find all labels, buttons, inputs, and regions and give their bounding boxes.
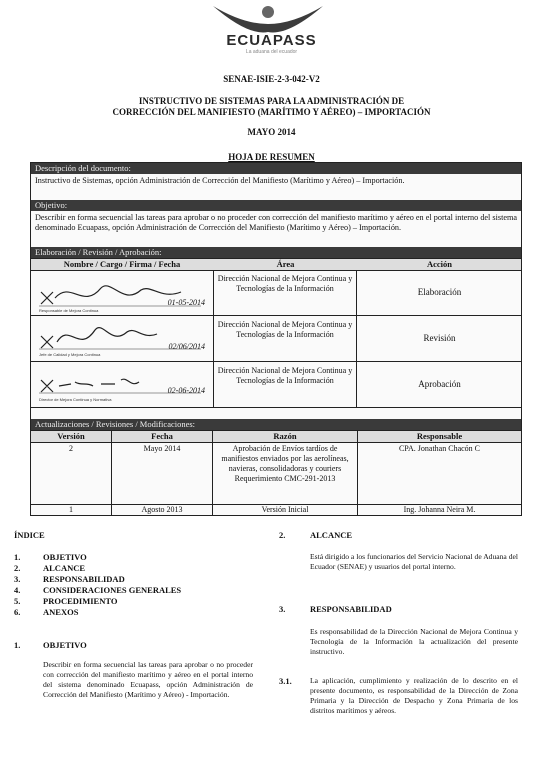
description-text: Instructivo de Sistemas, opción Administración de Corrección del Manifiesto (Marítimo y Aéreo) – Importación.	[35, 176, 405, 185]
col-area: Área	[276, 259, 295, 269]
section-title: ALCANCE	[310, 530, 353, 540]
objective-text: Describir en forma secuencial las tareas para aprobar o no proceder con corrección del manifiesto marítimo y aéreo en el portal interno del sistema denominado Ecuapass, opción Administración de Corrección del Manifiesto (Marítimo y Aéreo) – Importación.	[35, 213, 517, 232]
signature-cell	[31, 362, 214, 407]
area-cell: Dirección Nacional de Mejora Continua y Tecnologías de la Información	[214, 316, 357, 361]
date-cell: Mayo 2014	[143, 444, 181, 453]
brand-name: ECUAPASS	[226, 32, 317, 49]
index-item[interactable]: ALCANCE	[43, 563, 86, 573]
summary-table	[30, 162, 522, 516]
responsible-cell: Ing. Johanna Neira M.	[403, 505, 476, 514]
document-title-line1: INSTRUCTIVO DE SISTEMAS PARA LA ADMINISTRACIÓN DE	[138, 96, 405, 106]
area-cell: Dirección Nacional de Mejora Continua y Tecnologías de la Información	[214, 362, 357, 407]
signature-date: 01-05-2014	[167, 298, 205, 307]
area-cell: Dirección Nacional de Mejora Continua y Tecnologías de la Información	[214, 270, 357, 315]
elaboration-label: Elaboración / Revisión / Aprobación:	[31, 247, 521, 258]
reason-cell: Aprobación de Envíos tardíos de manifiestos enviados por las aerolíneas, navieras, consolidadoras y couriers Requerimiento CMC-291-2013	[221, 444, 349, 483]
document-title-line2: CORRECCIÓN DEL MANIFIESTO (MARÍTIMO Y AÉREO) – IMPORTACIÓN	[112, 107, 431, 117]
version-cell: 2	[69, 444, 73, 453]
section-title: OBJETIVO	[43, 640, 87, 650]
col-action: Acción	[426, 259, 453, 269]
index-title: ÍNDICE	[14, 530, 45, 540]
description-label: Descripción del documento:	[31, 163, 521, 174]
document-date: MAYO 2014	[247, 127, 296, 137]
signer-role: Responsable de Mejora Continua	[39, 308, 99, 313]
section-number: 2.	[279, 530, 286, 540]
table-row	[31, 505, 521, 515]
index-num: 4.	[14, 585, 21, 595]
col-responsible: Responsable	[416, 431, 463, 441]
signature-date: 02/06/2014	[168, 342, 205, 351]
col-reason: Razón	[273, 431, 297, 441]
action-cell: Revisión	[423, 333, 456, 343]
index-item[interactable]: PROCEDIMIENTO	[43, 596, 118, 606]
index-item[interactable]: ANEXOS	[43, 607, 79, 617]
col-name: Nombre / Cargo / Firma / Fecha	[63, 259, 181, 269]
table-row	[31, 442, 521, 505]
index-item[interactable]: RESPONSABILIDAD	[43, 574, 125, 584]
objective-label: Objetivo:	[31, 200, 521, 211]
section-number: 3.	[279, 604, 286, 614]
brand-tagline: La aduana del ecuador	[245, 49, 298, 55]
section-number: 1.	[14, 640, 21, 650]
index-num: 2.	[14, 563, 21, 573]
col-date: Fecha	[151, 431, 173, 441]
section-title: RESPONSABILIDAD	[310, 604, 392, 614]
section-number: 3.1.	[279, 676, 292, 686]
updates-label: Actualizaciones / Revisiones / Modificaciones:	[31, 419, 521, 430]
signer-role: Jefe de Calidad y Mejora Continua	[39, 352, 101, 357]
table-row	[31, 316, 521, 362]
index-num: 5.	[14, 596, 21, 606]
table-row	[31, 362, 521, 408]
index-num: 3.	[14, 574, 21, 584]
action-cell: Aprobación	[418, 379, 461, 389]
index-num: 1.	[14, 552, 21, 562]
signer-role: Director de Mejora Continua y Normativa	[39, 397, 112, 402]
index-num: 6.	[14, 607, 21, 617]
reason-cell: Versión Inicial	[261, 505, 309, 514]
table-row	[31, 270, 521, 316]
document-code: SENAE-ISIE-2-3-042-V2	[223, 74, 320, 84]
index-item[interactable]: CONSIDERACIONES GENERALES	[43, 585, 182, 595]
signature-cell	[31, 270, 214, 315]
summary-title: HOJA DE RESUMEN	[228, 152, 315, 162]
signature-cell	[31, 316, 214, 361]
responsible-cell: CPA. Jonathan Chacón C	[398, 444, 481, 453]
section-text: La aplicación, cumplimiento y realización de lo descrito en el presente documento, es responsabilidad de la Dirección de Zona Primaria y la Dirección de Despacho y Zona Primaria de los distritos marítimos y aéreos.	[310, 676, 518, 715]
index-item[interactable]: OBJETIVO	[43, 552, 87, 562]
section-text: Es responsabilidad de la Dirección Nacional de Mejora Continua y Tecnología de la Información la actualización del presente instructivo.	[310, 627, 518, 656]
version-cell: 1	[69, 505, 73, 514]
col-version: Versión	[57, 431, 85, 441]
section-text: Describir en forma secuencial las tareas para aprobar o no proceder con corrección del manifiesto marítimo y aéreo en el portal interno del sistema denominado Ecuapass, opción Administración de Corrección del Manifiesto (Marítimo y Aéreo) - Importación.	[43, 660, 253, 699]
date-cell: Agosto 2013	[141, 505, 183, 514]
section-text: Está dirigido a los funcionarios del Servicio Nacional de Aduana del Ecuador (SENAE) y usuarios del portal interno.	[310, 552, 518, 571]
action-cell: Elaboración	[417, 287, 462, 297]
signature-date: 02-06-2014	[167, 386, 205, 395]
